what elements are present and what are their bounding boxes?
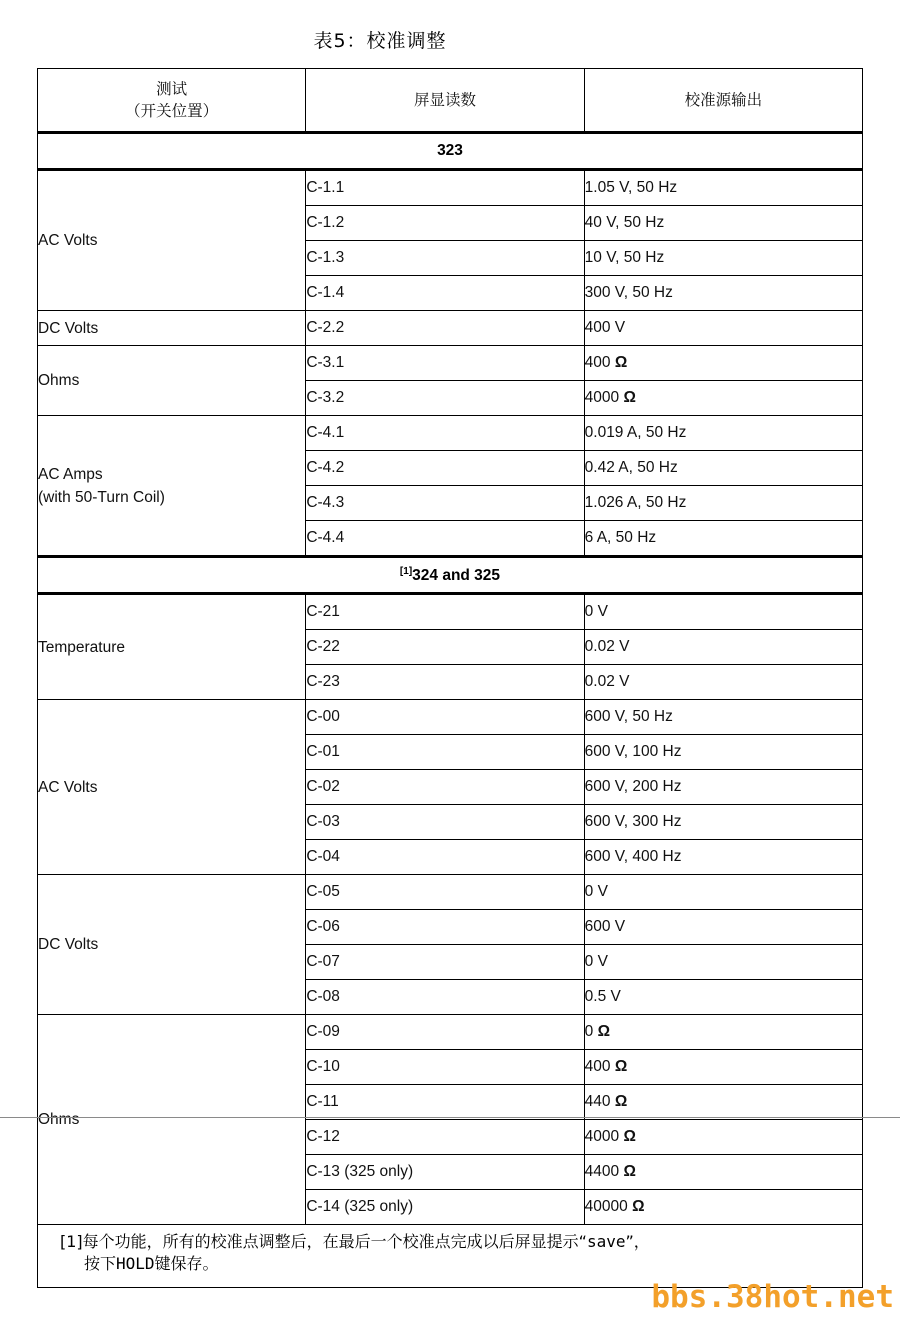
source-output-cell: 400 V — [584, 311, 862, 346]
footnote-text-2b: 键保存。 — [154, 1254, 219, 1273]
ohm-symbol: Ω — [614, 354, 628, 371]
display-reading-cell: C-1.4 — [306, 276, 584, 311]
section-323-title: 323 — [38, 133, 863, 170]
header-row — [38, 69, 863, 133]
source-output-cell: 4000 Ω — [584, 1120, 862, 1155]
display-reading-cell: C-03 — [306, 805, 584, 840]
function-cell — [38, 700, 306, 875]
section-note-ref: [1] — [399, 565, 413, 577]
table-row — [38, 346, 863, 381]
source-output-cell: 600 V, 50 Hz — [584, 700, 862, 735]
table-caption: 表5：校准调整 — [313, 30, 447, 52]
ohm-symbol: Ω — [614, 1093, 628, 1110]
function-sublabel: (with 50-Turn Coil) — [38, 488, 165, 506]
display-reading-cell: C-1.1 — [306, 170, 584, 206]
source-output-cell: 1.026 A, 50 Hz — [584, 486, 862, 521]
display-reading-cell: C-08 — [306, 980, 584, 1015]
source-output-cell: 0 Ω — [584, 1015, 862, 1050]
ohm-symbol: Ω — [632, 1198, 645, 1215]
source-output-cell: 6 A, 50 Hz — [584, 521, 862, 557]
display-reading-cell: C-1.2 — [306, 206, 584, 241]
ohm-symbol: Ω — [623, 1128, 636, 1145]
function-cell — [38, 594, 306, 700]
footnote-line2 — [60, 1253, 850, 1275]
source-output-cell: 4400 Ω — [584, 1155, 862, 1190]
source-output-cell: 400 Ω — [584, 1050, 862, 1085]
display-reading-cell: C-1.3 — [306, 241, 584, 276]
source-output-cell: 0.42 A, 50 Hz — [584, 451, 862, 486]
function-label: DC Volts — [38, 936, 99, 953]
display-reading-cell: C-01 — [306, 735, 584, 770]
function-cell — [38, 170, 306, 311]
source-output-cell: 0 V — [584, 594, 862, 630]
display-reading-cell: C-23 — [306, 665, 584, 700]
display-reading-cell: C-07 — [306, 945, 584, 980]
header-display-reading: 屏显读数 — [306, 69, 584, 133]
display-reading-cell: C-14 (325 only) — [306, 1190, 584, 1225]
ohm-symbol: Ω — [623, 1163, 636, 1180]
table-row — [38, 875, 863, 910]
footnote-save-word: save — [586, 1232, 626, 1251]
function-cell — [38, 875, 306, 1015]
display-reading-cell: C-13 (325 only) — [306, 1155, 584, 1190]
display-reading-cell: C-06 — [306, 910, 584, 945]
function-label: Ohms — [38, 1111, 80, 1128]
source-output-cell: 600 V, 100 Hz — [584, 735, 862, 770]
source-output-cell: 0.02 V — [584, 665, 862, 700]
source-output-cell: 400 Ω — [584, 346, 862, 381]
table-row — [38, 311, 863, 346]
source-output-cell: 0 V — [584, 945, 862, 980]
watermark: bbs.38hot.net — [651, 1279, 894, 1315]
header-function — [38, 69, 306, 133]
source-output-cell: 300 V, 50 Hz — [584, 276, 862, 311]
function-label: AC Volts — [38, 232, 98, 249]
display-reading-cell: C-10 — [306, 1050, 584, 1085]
display-reading-cell: C-00 — [306, 700, 584, 735]
source-output-cell: 0 V — [584, 875, 862, 910]
calibration-table — [37, 68, 863, 1288]
header-function-line1: 测试 — [156, 80, 188, 98]
section-323-row — [38, 133, 863, 170]
display-reading-cell: C-2.2 — [306, 311, 584, 346]
display-reading-cell: C-22 — [306, 630, 584, 665]
table-row — [38, 170, 863, 206]
table-row — [38, 1015, 863, 1050]
function-label: Ohms — [38, 372, 80, 389]
display-reading-cell: C-12 — [306, 1120, 584, 1155]
ohm-symbol: Ω — [614, 1058, 628, 1075]
table-body — [38, 133, 863, 1288]
table-row — [38, 594, 863, 630]
display-reading-cell: C-3.1 — [306, 346, 584, 381]
display-reading-cell: C-04 — [306, 840, 584, 875]
function-cell — [38, 346, 306, 416]
section-324-text: 324 and 325 — [412, 566, 501, 584]
source-output-cell: 40000 Ω — [584, 1190, 862, 1225]
function-cell — [38, 416, 306, 557]
display-reading-cell: C-4.4 — [306, 521, 584, 557]
display-reading-cell: C-4.1 — [306, 416, 584, 451]
display-reading-cell: C-4.2 — [306, 451, 584, 486]
display-reading-cell: C-21 — [306, 594, 584, 630]
function-label: Temperature — [38, 638, 126, 656]
source-output-cell: 0.019 A, 50 Hz — [584, 416, 862, 451]
display-reading-cell: C-05 — [306, 875, 584, 910]
source-output-cell: 600 V, 300 Hz — [584, 805, 862, 840]
function-label: DC Volts — [38, 319, 99, 337]
footnote-text-2a: 按下 — [84, 1254, 117, 1273]
display-reading-cell: C-11 — [306, 1085, 584, 1120]
source-output-cell: 600 V, 400 Hz — [584, 840, 862, 875]
ohm-symbol: Ω — [623, 389, 636, 406]
source-output-cell: 0.02 V — [584, 630, 862, 665]
display-reading-cell: C-3.2 — [306, 381, 584, 416]
source-output-cell: 440 Ω — [584, 1085, 862, 1120]
display-reading-cell: C-4.3 — [306, 486, 584, 521]
function-cell — [38, 311, 306, 346]
header-source-output: 校准源输出 — [584, 69, 862, 133]
footnote-text-1a: 每个功能，所有的校准点调整后，在最后一个校准点完成以后屏显提示“ — [82, 1232, 587, 1251]
footnote-text-1b: ”， — [625, 1232, 650, 1251]
section-324-title — [38, 557, 863, 594]
page-divider-line — [0, 1117, 900, 1118]
source-output-cell: 4000 Ω — [584, 381, 862, 416]
function-cell — [38, 1015, 306, 1225]
display-reading-cell: C-09 — [306, 1015, 584, 1050]
source-output-cell: 40 V, 50 Hz — [584, 206, 862, 241]
function-label: AC Amps — [38, 465, 103, 483]
header-function-line2: （开关位置） — [125, 102, 219, 120]
footnote-hold-word: HOLD — [116, 1254, 155, 1273]
section-324-row — [38, 557, 863, 594]
function-label: AC Volts — [38, 778, 98, 796]
source-output-cell: 600 V, 200 Hz — [584, 770, 862, 805]
source-output-cell: 0.5 V — [584, 980, 862, 1015]
footnote-marker: [1] — [60, 1232, 83, 1251]
source-output-cell: 1.05 V, 50 Hz — [584, 170, 862, 206]
display-reading-cell: C-02 — [306, 770, 584, 805]
ohm-symbol: Ω — [597, 1023, 611, 1040]
table-row — [38, 416, 863, 451]
source-output-cell: 10 V, 50 Hz — [584, 241, 862, 276]
source-output-cell: 600 V — [584, 910, 862, 945]
table-row — [38, 700, 863, 735]
